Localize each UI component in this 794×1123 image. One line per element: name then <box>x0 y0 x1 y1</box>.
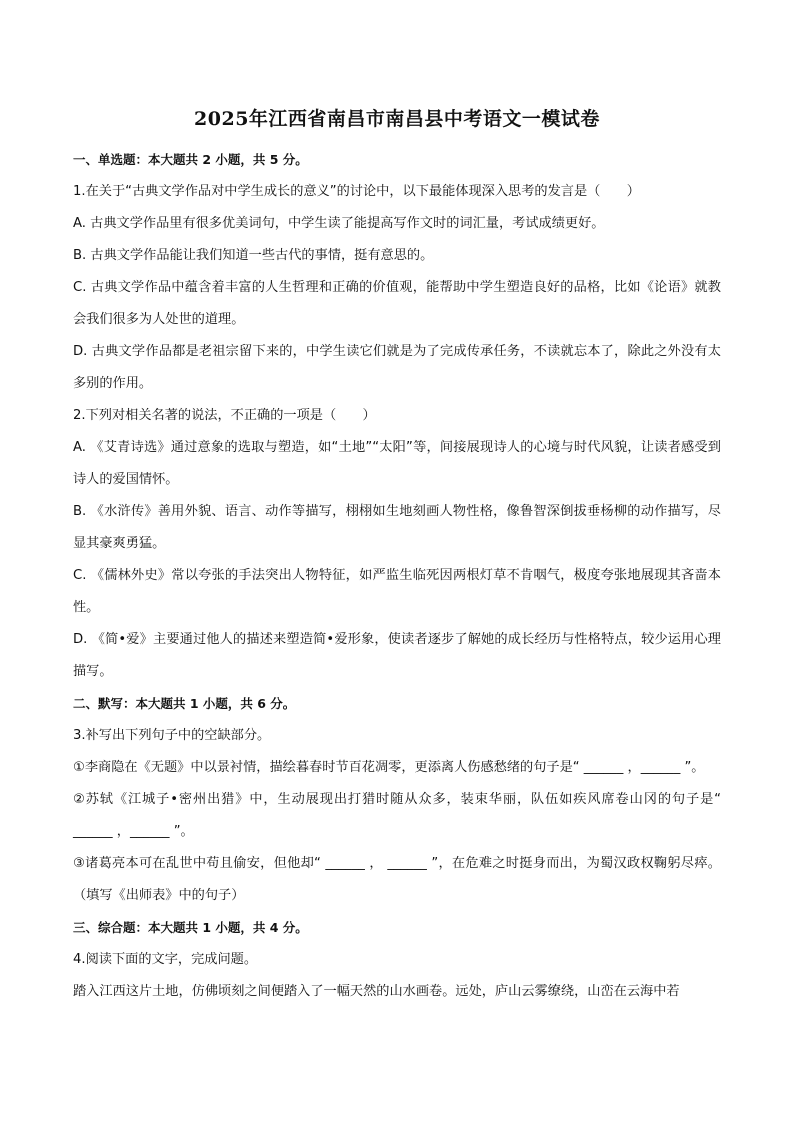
question-2-option-d: D. 《简•爱》主要通过他人的描述来塑造简•爱形象，使读者逐步了解她的成长经历与性格特点，较少运用心理描写。 <box>73 632 721 679</box>
section-heading-dictation: 二、默写：本大题共 1 小题，共 6 分。 <box>73 696 296 711</box>
question-4-stem: 4.阅读下面的文字，完成问题。 <box>73 952 258 967</box>
question-2-option-a: A. 《艾青诗选》通过意象的选取与塑造，如“土地”“太阳”等，间接展现诗人的心境与时代风貌，让读者感受到诗人的爱国情怀。 <box>73 440 721 487</box>
question-1-option-c: C. 古典文学作品中蕴含着丰富的人生哲理和正确的价值观，能帮助中学生塑造良好的品格，比如《论语》就教会我们很多为人处世的道理。 <box>73 280 721 327</box>
question-1-option-a: A. 古典文学作品里有很多优美词句，中学生读了能提高写作文时的词汇量，考试成绩更好。 <box>73 216 605 231</box>
section-heading-single-choice: 一、单选题：本大题共 2 小题，共 5 分。 <box>73 152 308 167</box>
section-heading-comprehensive: 三、综合题：本大题共 1 小题，共 4 分。 <box>73 920 308 935</box>
question-2-option-b: B. 《水浒传》善用外貌、语言、动作等描写，栩栩如生地刻画人物性格，像鲁智深倒拔垂杨柳的动作描写，尽显其豪爽勇猛。 <box>73 504 721 551</box>
question-3-item-1: ①李商隐在《无题》中以景衬情，描绘暮春时节百花凋零，更添离人伤感愁绪的句子是“ ______ ，______ ”。 <box>73 760 705 775</box>
question-1-option-d: D. 古典文学作品都是老祖宗留下来的，中学生读它们就是为了完成传承任务，不读就忘本了，除此之外没有太多别的作用。 <box>73 344 721 391</box>
question-2-stem: 2.下列对相关名著的说法，不正确的一项是（ ） <box>73 408 376 423</box>
question-3-stem: 3.补写出下列句子中的空缺部分。 <box>73 728 271 743</box>
question-1-stem: 1.在关于“古典文学作品对中学生成长的意义”的讨论中，以下最能体现深入思考的发言是（ ） <box>73 184 640 199</box>
question-3-item-3: ③诸葛亮本可在乱世中苟且偷安，但他却“ ______ ， ______ ”，在危难之时挺身而出，为蜀汉政权鞠躬尽瘁。（填写《出师表》中的句子） <box>73 856 721 903</box>
exam-title: 2025年江西省南昌市南昌县中考语文一模试卷 <box>194 108 600 130</box>
question-3-item-2: ②苏轼《江城子•密州出猎》中，生动展现出打猎时随从众多，装束华丽，队伍如疾风席卷山冈的句子是“ ______ ，______ ”。 <box>73 792 721 839</box>
exam-content <box>73 144 721 1008</box>
question-4-passage: 踏入江西这片土地，仿佛顷刻之间便踏入了一幅天然的山水画卷。远处，庐山云雾缭绕，山峦在云海中若 <box>73 984 680 999</box>
question-2-option-c: C. 《儒林外史》常以夸张的手法突出人物特征，如严监生临死因两根灯草不肯咽气，极度夸张地展现其吝啬本性。 <box>73 568 721 615</box>
question-1-option-b: B. 古典文学作品能让我们知道一些古代的事情，挺有意思的。 <box>73 248 434 263</box>
